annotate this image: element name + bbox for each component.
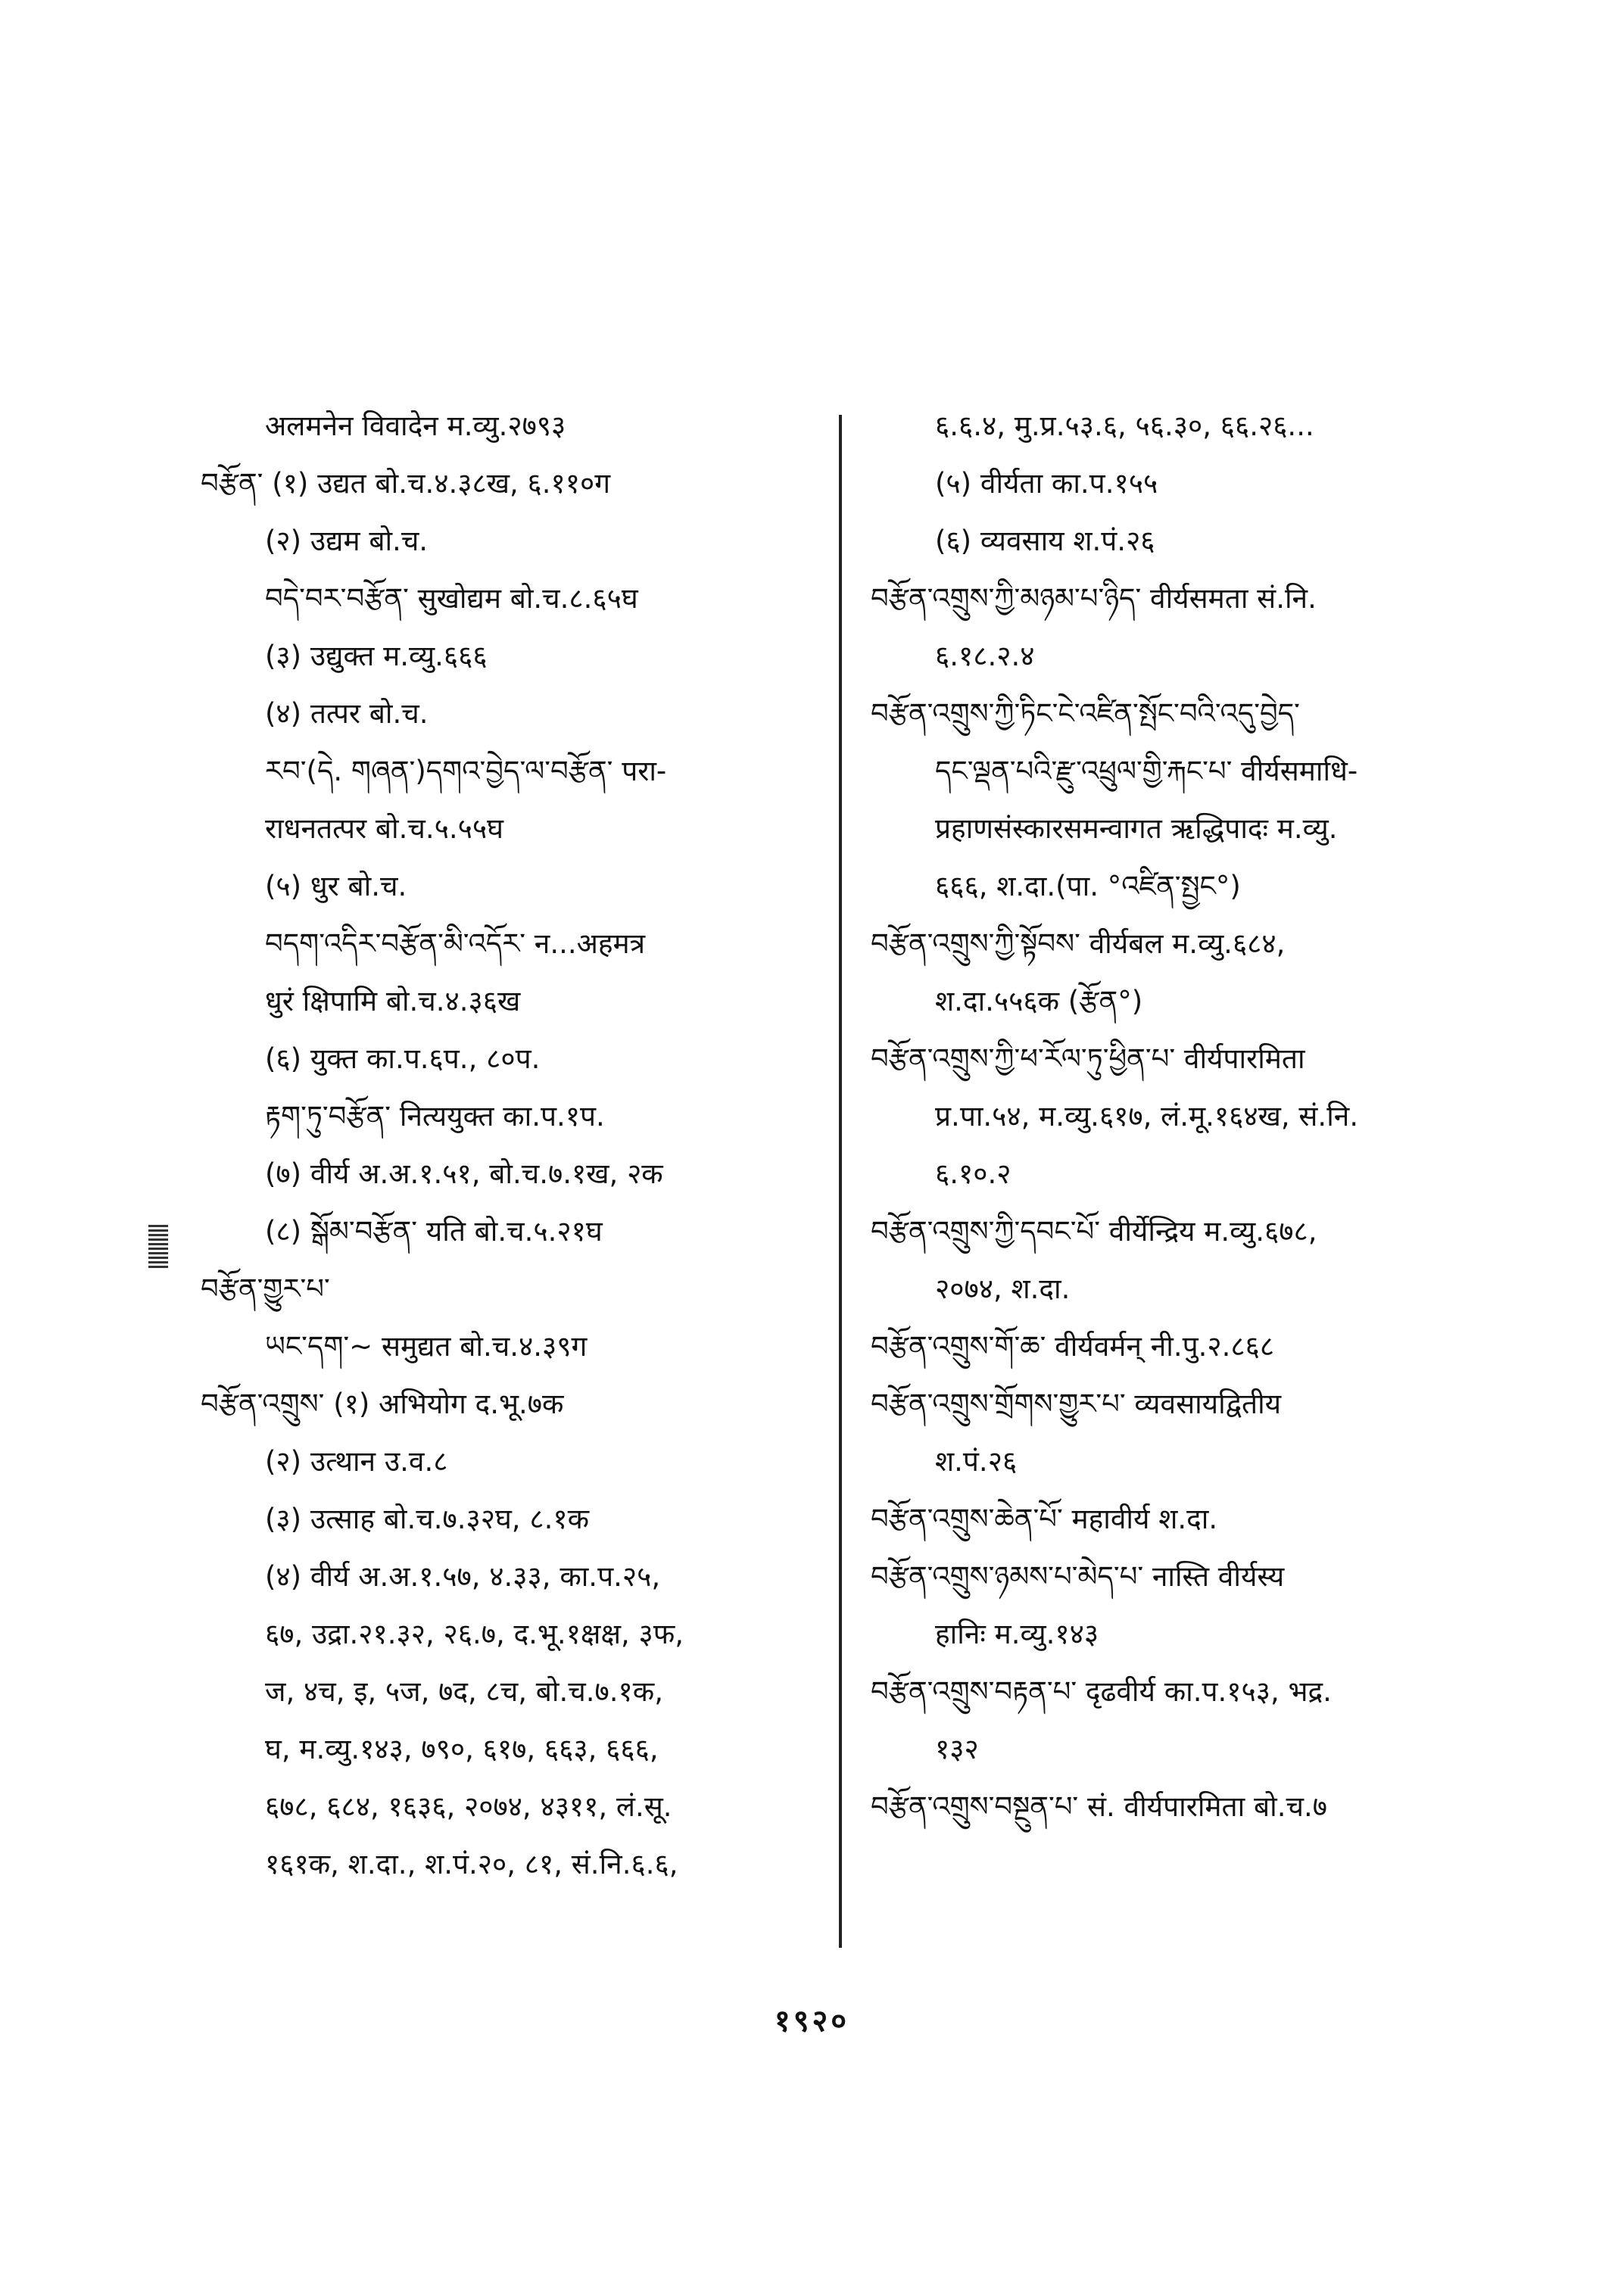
dictionary-line: དང་ལྡན་པའི་རྫུ་འཕྲུལ་གྱི་རྐང་པ་ वीर्यसमाधि- [935,755,1358,787]
dictionary-line: घ, म.व्यु.१४३, ७९०, ६१७, ६६३, ६६६, [265,1733,659,1765]
dictionary-line: धुरं क्षिपामि बो.च.४.३६ख [265,985,521,1017]
right-column [871,397,1507,1836]
dictionary-line: བརྩོན་འགྲུས་བསྔུན་པ་ सं. वीर्यपारमिता बो.च.७ [871,1790,1327,1823]
dictionary-line: བརྩོན་འགྲུས་ཀྱི་ཕ་རོལ་ཏུ་ཕྱིན་པ་ वीर्यपारमिता [871,1042,1305,1075]
dictionary-line: १३२ [935,1733,979,1765]
dictionary-line: བརྩོན་འགྲུས་ཀྱི་དབང་པོ་ वीर्येन्द्रिय म.व्यु.६७८, [871,1215,1317,1248]
dictionary-line: བརྩོན་འགྲུས་ (१) अभियोग द.भू.७क [201,1388,564,1420]
column-divider [839,415,842,1948]
dictionary-line: ६.६.४, मु.प्र.५३.६, ५६.३०, ६६.२६... [935,410,1314,442]
page-number: १९२० [774,2004,850,2039]
dictionary-line: (३) उद्युक्त म.व्यु.६६६ [265,640,488,672]
dictionary-line: རྟག་ཏུ་བརྩོན་ नित्ययुक्त का.प.१प. [265,1100,605,1132]
dictionary-line: བརྩོན་འགྲུས་གྲོགས་གྱུར་པ་ व्यवसायद्वितीय [871,1388,1282,1420]
left-column [201,397,829,1893]
dictionary-line: བརྩོན་འགྲུས་ཀྱི་ཏིང་ངེ་འཛིན་སྤོང་བའི་འདུ་བྱེད་ [871,697,1300,730]
margin-binding-mark [148,1225,168,1269]
dictionary-line: प्र.पा.५४, म.व्यु.६१७, लं.मू.१६४ख, सं.नि. [935,1100,1359,1132]
dictionary-line: (२) उद्यम बो.च. [265,525,429,557]
dictionary-line: བརྩོན་འགྲུས་གོ་ཆ་ वीर्यवर्मन् नी.पु.२.८६८ [871,1330,1275,1363]
dictionary-line: (५) धुर बो.च. [265,870,407,902]
dictionary-line: (२) उत्थान उ.व.८ [265,1445,448,1478]
dictionary-line: བརྩོན་གྱུར་པ་ [201,1273,330,1305]
dictionary-line: (६) युक्त का.प.६प., ८०प. [265,1042,541,1075]
dictionary-line: བརྩོན་འགྲུས་ཀྱི་མཉམ་པ་ཉིད་ वीर्यसमता सं.नि. [871,582,1317,615]
dictionary-line: (७) वीर्य अ.अ.१.५१, बो.च.७.१ख, २क [265,1157,663,1190]
dictionary-line: ज, ४च, इ, ५ज, ७द, ८च, बो.च.७.१क, [265,1675,663,1708]
dictionary-line: བརྩོན་འགྲུས་བརྟན་པ་ दृढवीर्य का.प.१५३, भद्र. [871,1675,1332,1708]
dictionary-line: (६) व्यवसाय श.पं.२६ [935,525,1155,557]
dictionary-line: (४) तत्पर बो.च. [265,697,429,730]
dictionary-line: ཡང་དག་~ समुद्यत बो.च.४.३९ग [265,1330,588,1363]
dictionary-line: ६.१०.२ [935,1157,1011,1190]
dictionary-line: བདག་འདིར་བརྩོན་མི་འདོར་ न...अहमत्र [265,927,646,960]
dictionary-line: ६.१८.२.४ [935,640,1035,672]
dictionary-line: བརྩོན་འགྲུས་ཆེན་པོ་ महावीर्य श.दा. [871,1503,1218,1535]
dictionary-line: ६६६, श.दा.(पा. °འཛིན་སྤྱང°) [935,870,1241,902]
dictionary-line: राधनतत्पर बो.च.५.५५घ [265,812,503,845]
dictionary-line: २०७४, श.दा. [935,1273,1071,1305]
dictionary-line: བརྩོན་འགྲུས་ཀྱི་སྟོབས་ वीर्यबल म.व्यु.६८४, [871,927,1286,960]
dictionary-line: བརྩོན་འགྲུས་ཉམས་པ་མེད་པ་ नास्ति वीर्यस्य [871,1560,1285,1593]
dictionary-line: (८) སྒོམ་བརྩོན་ यति बो.च.५.२१घ [265,1215,603,1248]
dictionary-line: हानिः म.व्यु.१४३ [935,1618,1099,1650]
dictionary-line: अलमनेन विवादेन म.व्यु.२७९३ [265,410,566,442]
dictionary-line: प्रहाणसंस्कारसमन्वागत ऋद्धिपादः म.व्यु. [935,812,1338,845]
dictionary-line: ६७, उद्रा.२१.३२, २६.७, द.भू.१क्षक्ष, ३फ, [265,1618,684,1650]
dictionary-line: (४) वीर्य अ.अ.१.५७, ४.३३, का.प.२५, [265,1560,661,1593]
dictionary-line: བདེ་བར་བརྩོན་ सुखोद्यम बो.च.८.६५घ [265,582,638,615]
dictionary-line: བརྩོན་ (१) उद्यत बो.च.४.३८ख, ६.११०ग [201,467,611,500]
dictionary-line: श.पं.२६ [935,1445,1018,1478]
dictionary-line: རབ་(དེ. གཞན་)དགའ་བྱེད་ལ་བརྩོན་ परा- [265,755,667,787]
dictionary-line: १६१क, श.दा., श.पं.२०, ८१, सं.नि.६.६, [265,1848,678,1880]
dictionary-line: ६७८, ६८४, १६३६, २०७४, ४३११, लं.सू. [265,1790,672,1823]
dictionary-line: (३) उत्साह बो.च.७.३२घ, ८.१क [265,1503,589,1535]
dictionary-line: (५) वीर्यता का.प.१५५ [935,467,1158,500]
dictionary-line: श.दा.५५६क (རྩོན°) [935,985,1143,1017]
